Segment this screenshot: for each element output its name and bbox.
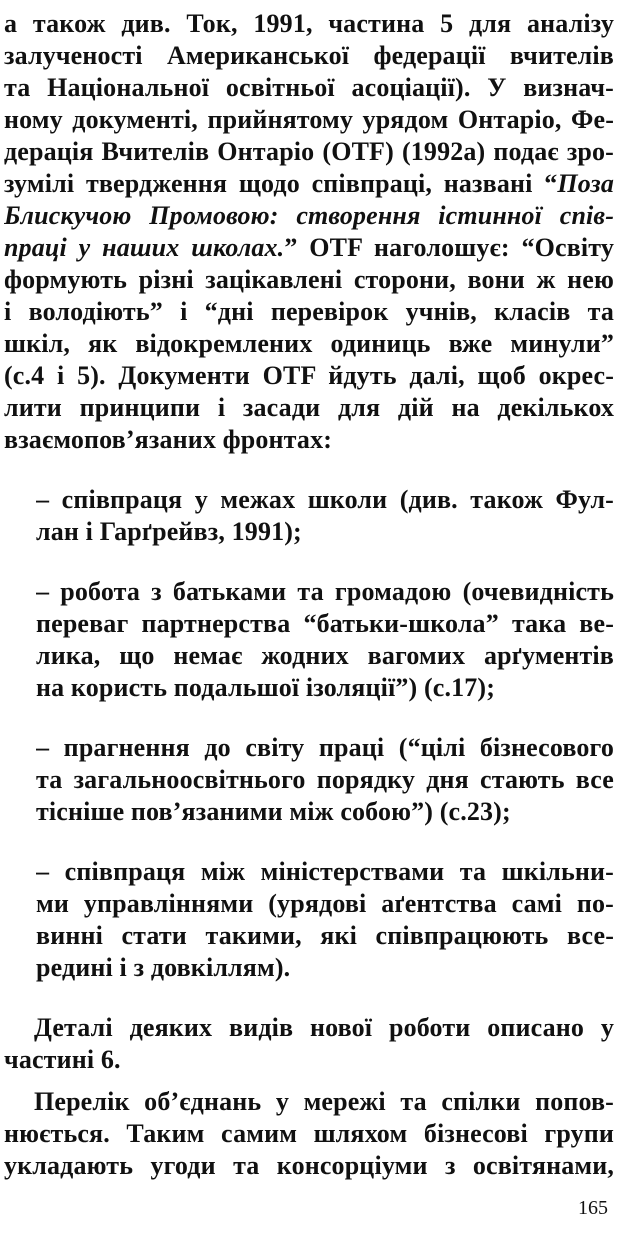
text-line: та Національної освітньої асоціації). У визнач- [4, 73, 614, 102]
text-line: взаємопов’язаних фронтах: [4, 425, 333, 454]
list-item-line: лан і Гарґрейвз, 1991); [36, 517, 302, 546]
text-line: частині 6. [4, 1045, 121, 1074]
list-item-line: – робота з батьками та громадою (очевидність [36, 577, 614, 606]
list-item-line: переваг партнерства “батьки-школа” така ве- [36, 609, 614, 638]
italic-title-run: Поза [557, 169, 614, 198]
list-item-line: – співпраця у межах школи (див. також Фул- [36, 485, 614, 514]
italic-title-run: праці у наших школах. [4, 233, 285, 262]
text-line: нюється. Таким самим шляхом бізнесові групи [4, 1119, 614, 1148]
list-item-line: винні стати такими, які співпрацюють все- [36, 921, 614, 950]
list-item-line: тісніше пов’язаними між собою”) (с.23); [36, 797, 511, 826]
text-run: ” OTF наголошує: “Освіту [284, 233, 614, 262]
text-line: ному документі, прийнятому урядом Онтаріо, Фе- [4, 105, 614, 134]
list-item-line: ми управліннями (урядові аґентства самі по- [36, 889, 614, 918]
text-line: (с.4 і 5). Документи OTF йдуть далі, щоб окрес- [4, 361, 614, 390]
list-item-line: редині і з довкіллям). [36, 953, 291, 982]
text-line: залученості Американської федерації вчителів [4, 41, 614, 70]
text-line: і володіють” і “дні перевірок учнів, класів та [4, 297, 614, 326]
text-line: лити принципи і засади для дій на декількох [4, 393, 614, 422]
italic-title-run: Блискучою Промовою: створення істинної спів- [4, 201, 614, 230]
text-line: а також див. Ток, 1991, частина 5 для аналізу [4, 9, 614, 38]
text-run: зумілі твердження щодо співпраці, названі “ [4, 169, 558, 198]
list-item-line: – співпраця між міністерствами та шкільни- [36, 857, 614, 886]
text-line: Перелік об’єднань у мережі та спілки попов- [34, 1087, 614, 1116]
text-line: формують різні зацікавлені сторони, вони ж нею [4, 265, 614, 294]
text-line: шкіл, як відокремлених одиниць вже минули” [4, 329, 614, 358]
list-item-line: на користь подальшої ізоляції”) (с.17); [36, 673, 496, 702]
text-line: дерація Вчителів Онтаріо (OTF) (1992а) подає зро- [4, 137, 614, 166]
list-item-line: лика, що немає жодних вагомих арґументів [36, 641, 614, 670]
page-number: 165 [578, 1197, 608, 1219]
list-item-line: та загальноосвітнього порядку дня стають все [36, 765, 614, 794]
text-line: укладають угоди та консорціуми з освітянами, [4, 1151, 614, 1180]
text-line: Деталі деяких видів нової роботи описано у [34, 1013, 614, 1042]
list-item-line: – прагнення до світу праці (“цілі бізнесового [36, 733, 614, 762]
